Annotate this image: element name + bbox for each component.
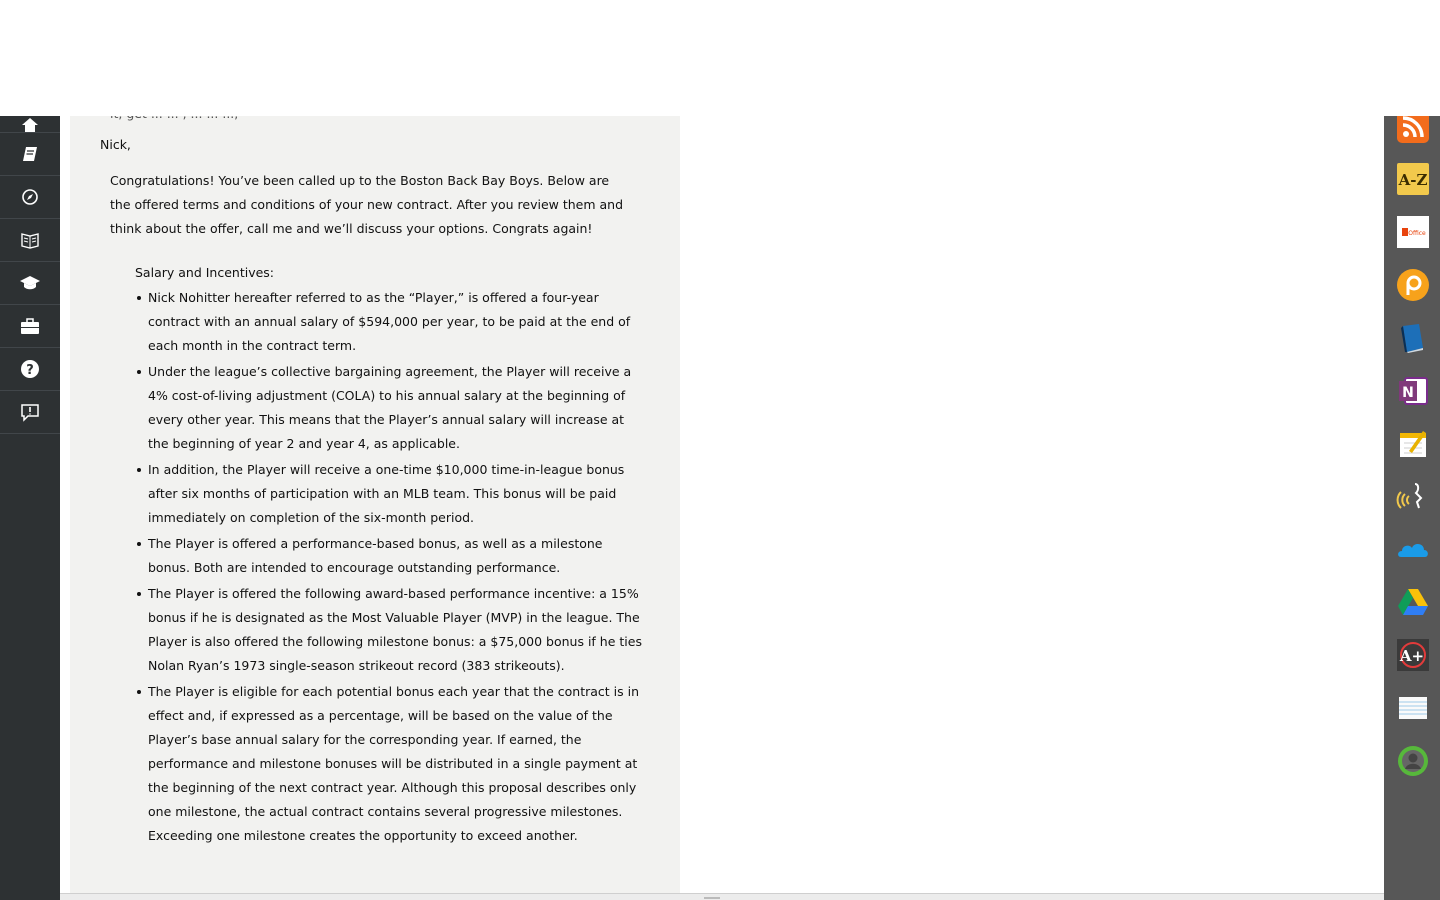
notecards-icon	[1397, 692, 1429, 724]
google-drive-icon	[1397, 586, 1429, 618]
notepad-app[interactable]	[1397, 427, 1429, 459]
a-plus-label: A+	[1399, 647, 1425, 665]
nav-item-courses[interactable]	[0, 262, 60, 305]
list-item: Under the league’s collective bargaining agreement, the Player will receive a 4% cost-of-living adjustment (COLA) to his annual salary at the beginning of every other year. This means that the Player’s annual salary will increase at the beginning of year 2 and year 4, as applicable.	[148, 360, 643, 456]
onenote-label: N	[1402, 385, 1414, 401]
speech-icon	[1397, 480, 1429, 512]
top-toolbar	[0, 0, 1440, 116]
office-icon	[1397, 216, 1429, 248]
onenote-icon	[1397, 375, 1429, 407]
onedrive-app[interactable]	[1397, 533, 1429, 565]
p-icon	[1397, 269, 1429, 301]
nav-item-explore[interactable]	[0, 176, 60, 219]
profile-app[interactable]	[1397, 745, 1429, 777]
nav-item-career[interactable]	[0, 305, 60, 348]
book-icon	[1397, 322, 1429, 354]
nav-item-reader[interactable]	[0, 219, 60, 262]
profile-icon	[1397, 745, 1429, 777]
ebook-app[interactable]	[1397, 322, 1429, 354]
a-z-icon	[1397, 163, 1429, 195]
left-navigation	[0, 116, 60, 900]
compass-icon	[22, 189, 38, 205]
p-app[interactable]	[1397, 269, 1429, 301]
a-z-app[interactable]	[1397, 163, 1429, 195]
document-panel	[70, 116, 680, 893]
office-label: Office	[1408, 230, 1426, 237]
list-item: In addition, the Player will receive a one-time $10,000 time-in-league bonus after six months of participation with an MLB team. This bonus will be paid immediately on completion of the six-month period.	[148, 458, 643, 530]
list-item: The Player is eligible for each potential bonus each year that the contract is in effect and, if expressed as a percentage, will be based on the value of the Player’s base annual salary for the corresponding year. If earned, the performance and milestone bonuses will be distributed in a single payment at the beginning of the next contract year. Although this proposal describes only one milestone, the actual contract contains several progressive milestones. Exceeding one milestone creates the opportunity to exceed another.	[148, 680, 643, 848]
notecards-app[interactable]	[1397, 692, 1429, 724]
briefcase-icon	[21, 319, 39, 334]
greeting: Nick,	[100, 137, 131, 152]
onenote-app[interactable]	[1397, 375, 1429, 407]
office-app[interactable]	[1397, 216, 1429, 248]
feedback-icon	[21, 404, 39, 421]
list-item: The Player is offered a performance-based bonus, as well as a milestone bonus. Both are intended to encourage outstanding performance.	[148, 532, 643, 580]
reader-icon	[21, 232, 39, 248]
splitter-handle[interactable]	[704, 897, 720, 899]
nav-item-feedback[interactable]	[0, 391, 60, 434]
a-plus-app[interactable]	[1397, 639, 1429, 671]
nav-item-home[interactable]	[0, 116, 60, 133]
svg-text:?: ?	[26, 363, 34, 378]
app-rail	[1384, 116, 1440, 900]
google-drive-app[interactable]	[1397, 586, 1429, 618]
speech-app[interactable]	[1397, 480, 1429, 512]
a-plus-icon	[1397, 639, 1429, 671]
list-item: The Player is offered the following award-based performance incentive: a 15% bonus if he is designated as the Most Valuable Player (MVP) in the league. The Player is also offered the following milestone bonus: a $75,000 bonus if he ties Nolan Ryan’s 1973 single-season strikeout record (383 strikeouts).	[148, 582, 643, 678]
salary-heading: Salary and Incentives:	[135, 265, 275, 280]
graduation-cap-icon	[20, 276, 40, 290]
a-z-label: A-Z	[1398, 171, 1428, 189]
book-icon	[22, 146, 38, 162]
nav-item-books[interactable]	[0, 133, 60, 176]
bottom-splitter[interactable]	[60, 893, 1384, 900]
list-item: Nick Nohitter hereafter referred to as the “Player,” is offered a four-year contract with an annual salary of $594,000 per year, to be paid at the end of each month in the contract term.	[148, 286, 643, 358]
onedrive-icon	[1397, 533, 1429, 565]
notepad-icon	[1397, 427, 1429, 459]
nav-item-help[interactable]	[0, 348, 60, 391]
help-icon	[21, 360, 39, 378]
terms-list	[135, 286, 643, 850]
home-icon	[22, 118, 38, 132]
intro-paragraph: Congratulations! You’ve been called up to the Boston Back Bay Boys. Below are the offered terms and conditions of your new contract. After you review them and think about the offer, call me and we’ll discuss your options. Congrats again!	[110, 173, 624, 236]
